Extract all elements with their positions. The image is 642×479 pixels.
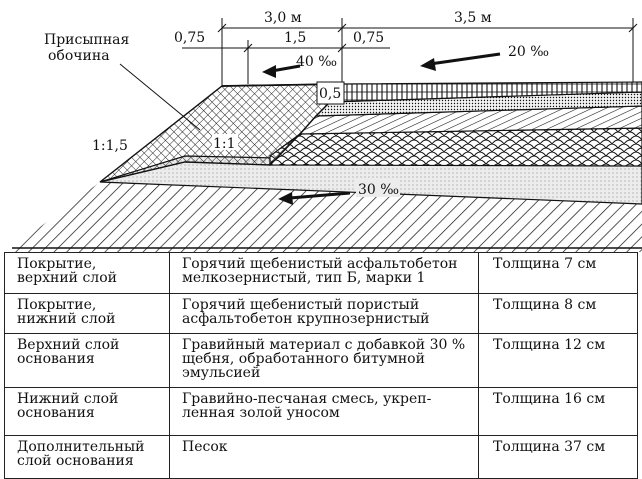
thickness-cell: Толщина 12 см [479, 334, 638, 388]
material-text: Гравийный материал с добавкой 30 % [182, 337, 466, 353]
table-row [5, 388, 638, 436]
material-text: щебня, обработанного битумной [182, 351, 425, 367]
material-text: ленная золой уносом [182, 405, 340, 421]
material-text: эмульсией [182, 365, 261, 381]
grade-arrow-shoulder-head [262, 65, 276, 78]
grade-shoulder: 40 ‰ [296, 54, 338, 70]
material-text: мелкозернистый, тип Б, марки 1 [182, 270, 426, 286]
material-text: Горячий щебенистый пористый [182, 297, 420, 313]
slope-outer: 1:1,5 [92, 138, 128, 154]
layer-name: Нижний слой [17, 391, 119, 407]
layer-name: верхний слой [17, 270, 117, 286]
layer-name-cell [5, 334, 170, 388]
table-row [5, 253, 638, 294]
shoulder-label-line1: Присыпная [44, 32, 130, 48]
layer-name: Покрытие, [17, 297, 97, 313]
material-text: асфальтобетон крупнозернистый [182, 311, 430, 327]
material-cell [170, 334, 479, 388]
layer-name: слой основания [17, 453, 134, 469]
shoulder-label-line2: обочина [48, 48, 110, 64]
table-row [5, 436, 638, 479]
dim-edge: 0,75 [353, 30, 385, 46]
material-cell [170, 253, 479, 294]
dim-inner: 1,5 [284, 30, 307, 46]
material-text: Песок [182, 439, 228, 455]
grade-base: 30 ‰ [358, 182, 400, 198]
thickness-cell: Толщина 7 см [479, 253, 638, 294]
thickness-cell: Толщина 8 см [479, 294, 638, 334]
grade-arrow-carriageway [430, 54, 500, 64]
layer-name: Покрытие, [17, 256, 97, 272]
depth-label: 0,5 [319, 86, 342, 102]
pavement-layers-table [4, 252, 638, 479]
thickness-cell: Толщина 16 см [479, 388, 638, 436]
dim-shoulder: 0,75 [174, 30, 206, 46]
slope-inner: 1:1 [213, 136, 236, 152]
table-row [5, 334, 638, 388]
shoulder-leader-line [120, 64, 200, 130]
layer-name: Дополнительный [17, 439, 145, 455]
layer-name-cell [5, 436, 170, 479]
layer-name: нижний слой [17, 311, 116, 327]
table-row [5, 294, 638, 334]
layer-name-cell [5, 388, 170, 436]
layer-name: Верхний слой [17, 337, 120, 353]
dimension-lines [182, 18, 637, 86]
layer-name: основания [17, 351, 95, 367]
dim-total-right: 3,5 м [454, 10, 492, 26]
material-cell [170, 388, 479, 436]
grade-arrow-carriageway-head [420, 58, 436, 71]
material-text: Горячий щебенистый асфальтобетон [182, 256, 458, 272]
thickness-cell: Толщина 37 см [479, 436, 638, 479]
material-text: Гравийно-песчаная смесь, укреп- [182, 391, 432, 407]
material-cell [170, 294, 479, 334]
material-cell [170, 436, 479, 479]
grade-carriageway: 20 ‰ [508, 44, 550, 60]
layer-name-cell [5, 253, 170, 294]
layer-name-cell [5, 294, 170, 334]
dim-total-left: 3,0 м [264, 10, 302, 26]
layer-name: основания [17, 405, 95, 421]
